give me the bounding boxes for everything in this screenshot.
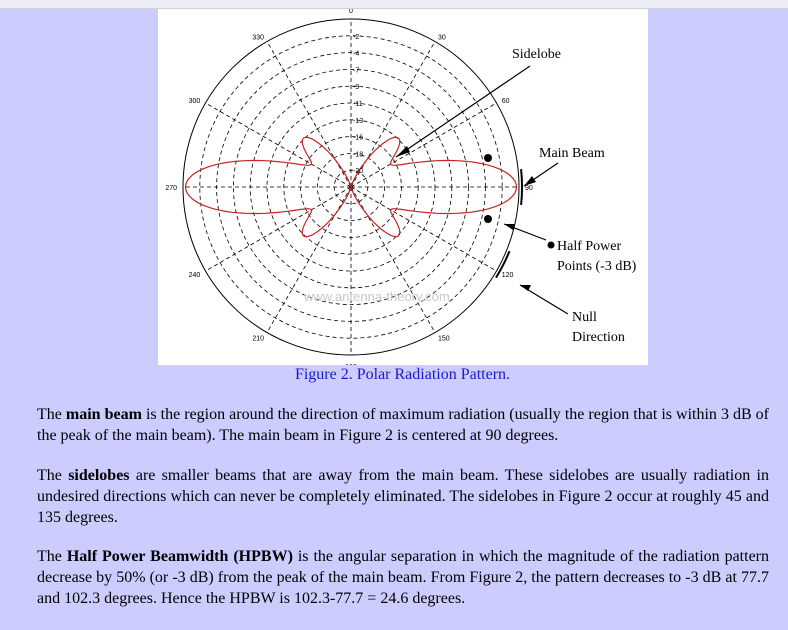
polar-pattern-figure bbox=[158, 9, 648, 365]
db-label: -2 bbox=[353, 33, 360, 41]
p2-text-rest: are smaller beams that are away from the main beam. These sidelobes are usually radiation in undesired directions which can never be completely eliminated. The sidelobes in Figure 2 occur at roughly 45 and 135 degrees. bbox=[37, 467, 770, 526]
half-power-legend-dot bbox=[548, 242, 555, 249]
angle-label-150: 150 bbox=[438, 335, 450, 343]
annotation-half-power-1: Half Power bbox=[557, 239, 622, 254]
paragraph-main-beam bbox=[37, 404, 769, 446]
half-power-point-lower bbox=[484, 215, 492, 223]
angle-label-0: 0 bbox=[349, 9, 353, 15]
db-label: -9 bbox=[353, 84, 360, 92]
db-labels bbox=[353, 34, 363, 175]
p2-text-start: The bbox=[37, 467, 69, 484]
term-main-beam: main beam bbox=[65, 406, 142, 423]
grid-spoke bbox=[351, 187, 496, 271]
db-label: -4 bbox=[353, 50, 360, 58]
angle-label-120: 120 bbox=[501, 272, 514, 279]
paragraph-hpbw bbox=[37, 546, 769, 609]
grid-spoke bbox=[206, 103, 351, 187]
db-label: -16 bbox=[353, 134, 364, 142]
p3-text-rest: is the angular separation in which the magnitude of the radiation pattern decrease by 50% (or -3 dB) from the peak of the main beam. From Figure 2, the pattern decreases to -3 dB at 77.7 and 102.3 degrees. Hence the HPBW is 102.3-77.7 = 24.6 degrees. bbox=[37, 548, 770, 607]
db-label: -7 bbox=[353, 67, 360, 75]
polar-plot bbox=[158, 9, 648, 365]
watermark: www.antenna-theory.com bbox=[304, 289, 450, 304]
angle-label-240: 240 bbox=[188, 272, 201, 279]
angle-label-330: 330 bbox=[252, 34, 264, 42]
db-label: -20 bbox=[353, 168, 364, 176]
annotation-main-beam: Main Beam bbox=[539, 146, 605, 161]
term-sidelobes: sidelobes bbox=[68, 467, 130, 484]
annotation-half-power-2: Points (-3 dB) bbox=[557, 259, 637, 274]
sidelobe-arrow bbox=[396, 66, 530, 157]
angle-label-90: 90 bbox=[525, 185, 533, 192]
p1-text-rest: is the region around the direction of maximum radiation (usually the region that is within 3 dB of the peak of the main beam). The main beam in Figure 2 is centered at 90 degrees. bbox=[37, 406, 769, 444]
p3-text-start: The bbox=[37, 548, 67, 565]
angle-label-300: 300 bbox=[188, 98, 201, 105]
angle-label-180 bbox=[345, 364, 357, 365]
angle-label-210: 210 bbox=[252, 335, 264, 343]
figure-caption: Figure 2. Polar Radiation Pattern. bbox=[294, 366, 511, 383]
half-power-point-upper bbox=[484, 154, 492, 162]
annotation-null-2: Direction bbox=[572, 330, 625, 345]
angle-label-270: 270 bbox=[165, 185, 177, 192]
annotation-sidelobe: Sidelobe bbox=[512, 47, 561, 62]
paragraph-sidelobes bbox=[37, 465, 769, 528]
annotation-null-1: Null bbox=[572, 310, 597, 325]
main-beam-arc bbox=[521, 169, 522, 205]
grid-spoke bbox=[351, 103, 496, 187]
browser-top-strip bbox=[0, 0, 788, 9]
db-label: -18 bbox=[353, 151, 364, 159]
db-label: -13 bbox=[353, 117, 364, 125]
p1-text-start: The bbox=[37, 406, 66, 423]
term-hpbw: Half Power Beamwidth (HPBW) bbox=[66, 548, 293, 565]
angle-label-30: 30 bbox=[438, 34, 446, 42]
db-label: -11 bbox=[353, 101, 363, 108]
angle-label-60: 60 bbox=[501, 98, 510, 105]
